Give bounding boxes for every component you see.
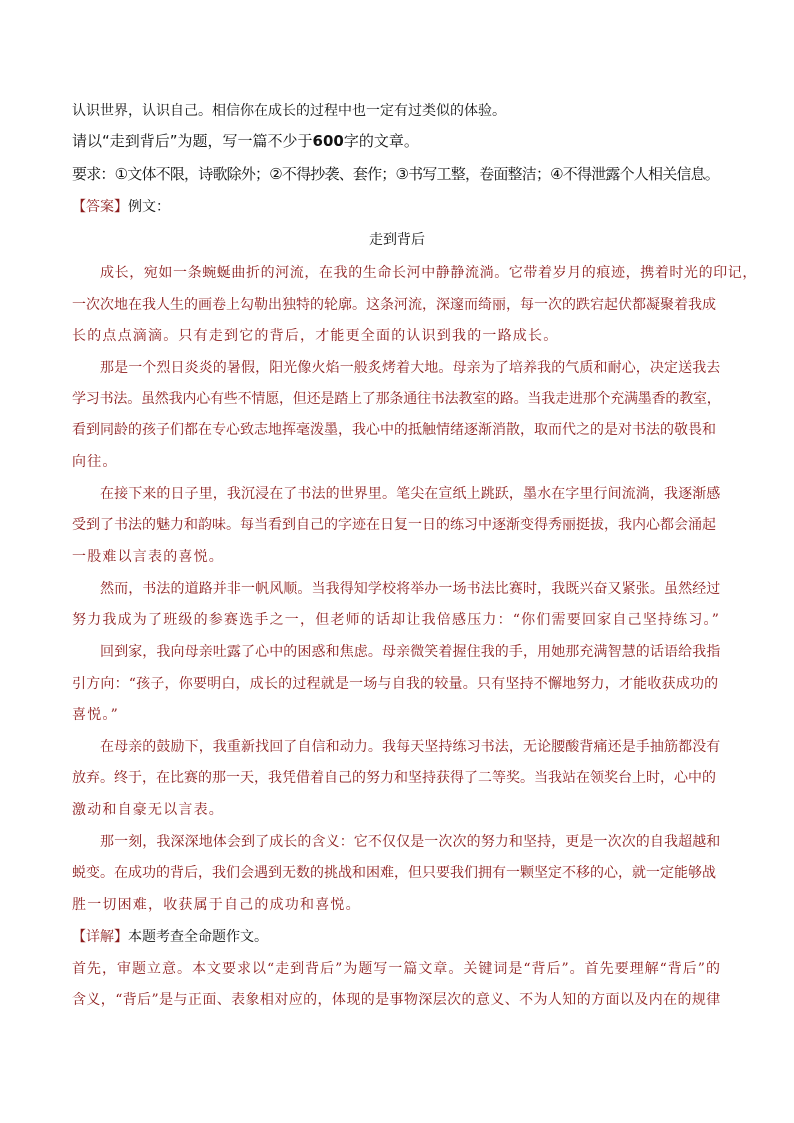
essay-line: 引方向：“孩子，你要明白，成长的过程就是一场与自我的较量。只有坚持不懈地努力，才能收获成功的 <box>72 676 719 692</box>
essay-line: 一次次地在我人生的画卷上勾勒出独特的轮廓。这条河流，深邃而绮丽，每一次的跌宕起伏都凝聚着我成 <box>72 297 716 313</box>
writing-prompt <box>72 131 419 151</box>
intro-line: 认识世界，认识自己。相信你在成长的过程中也一定有过类似的体验。 <box>72 103 506 119</box>
essay-line: 一股难以言表的喜悦。 <box>72 549 224 565</box>
essay-line: 回到家，我向母亲吐露了心中的困惑和焦虑。母亲微笑着握住我的手，用她那充满智慧的话语给我指 <box>100 644 721 660</box>
essay-line: 激动和自豪无以言表。 <box>72 802 224 818</box>
analysis-line: 含义，“背后”是与正面、表象相对应的，体现的是事物深层次的意义、不为人知的方面以及内在的规律 <box>72 992 721 1008</box>
essay-line: 喜悦。” <box>72 707 119 723</box>
essay-line: 努力我成为了班级的参赛选手之一，但老师的话却让我倍感压力：“你们需要回家自己坚持练习。” <box>72 612 721 628</box>
writing-requirements: 要求：①文体不限，诗歌除外；②不得抄袭、套作；③书写工整，卷面整洁；④不得泄露个人相关信息。 <box>72 165 719 183</box>
essay-line: 看到同龄的孩子们都在专心致志地挥毫泼墨，我心中的抵触情绪逐渐消散，取而代之的是对书法的敬畏和 <box>72 422 716 438</box>
essay-line: 在母亲的鼓励下，我重新找回了自信和动力。我每天坚持练习书法，无论腰酸背痛还是手抽筋都没有 <box>100 739 721 755</box>
answer-label: 【答案】 <box>72 199 128 215</box>
essay-line: 受到了书法的魅力和韵味。每当看到自己的字迹在日复一日的练习中逐渐变得秀丽挺拔，我内心都会涌起 <box>72 517 716 533</box>
analysis-label-suffix: 本题考查全命题作文。 <box>128 929 268 945</box>
essay-line: 成长，宛如一条蜿蜒曲折的河流，在我的生命长河中静静流淌。它带着岁月的痕迹，携着时光的印记， <box>100 265 757 281</box>
prompt-text-post: 字的文章。 <box>343 132 419 150</box>
essay-line: 那一刻，我深深地体会到了成长的含义：它不仅仅是一次次的努力和坚持，更是一次次的自我超越和 <box>100 834 721 850</box>
prompt-text-pre: 请以“走到背后”为题，写一篇不少于 <box>72 132 313 150</box>
essay-line: 学习书法。虽然我内心有些不情愿，但还是踏上了那条通往书法教室的路。当我走进那个充满墨香的教室， <box>72 391 721 407</box>
essay-line: 长的点点滴滴。只有走到它的背后，才能更全面的认识到我的一路成长。 <box>72 328 559 344</box>
analysis-line: 首先，审题立意。本文要求以“走到背后”为题写一篇文章。关键词是“背后”。首先要理解“背后”的 <box>72 961 721 977</box>
essay-line: 那是一个烈日炎炎的暑假，阳光像火焰一般炙烤着大地。母亲为了培养我的气质和耐心，决定送我去 <box>100 360 721 376</box>
essay-line: 然而，书法的道路并非一帆风顺。当我得知学校将举办一场书法比赛时，我既兴奋又紧张。虽然经过 <box>100 581 721 597</box>
answer-label-suffix: 例文： <box>128 199 170 215</box>
analysis-header <box>72 927 268 947</box>
essay-line: 放弃。终于，在比赛的那一天，我凭借着自己的努力和坚持获得了二等奖。当我站在领奖台上时，心中的 <box>72 770 716 786</box>
essay-line: 蜕变。在成功的背后，我们会遇到无数的挑战和困难，但只要我们拥有一颗坚定不移的心，就一定能够战 <box>72 865 716 881</box>
essay-title: 走到背后 <box>369 232 425 248</box>
essay-line: 向往。 <box>72 454 118 470</box>
essay-line: 胜一切困难，收获属于自己的成功和喜悦。 <box>72 897 361 913</box>
answer-header <box>72 197 170 217</box>
prompt-word-count: 600 <box>312 132 344 150</box>
essay-line: 在接下来的日子里，我沉浸在了书法的世界里。笔尖在宣纸上跳跃，墨水在字里行间流淌，我逐渐感 <box>100 486 721 502</box>
analysis-label: 【详解】 <box>72 929 128 945</box>
